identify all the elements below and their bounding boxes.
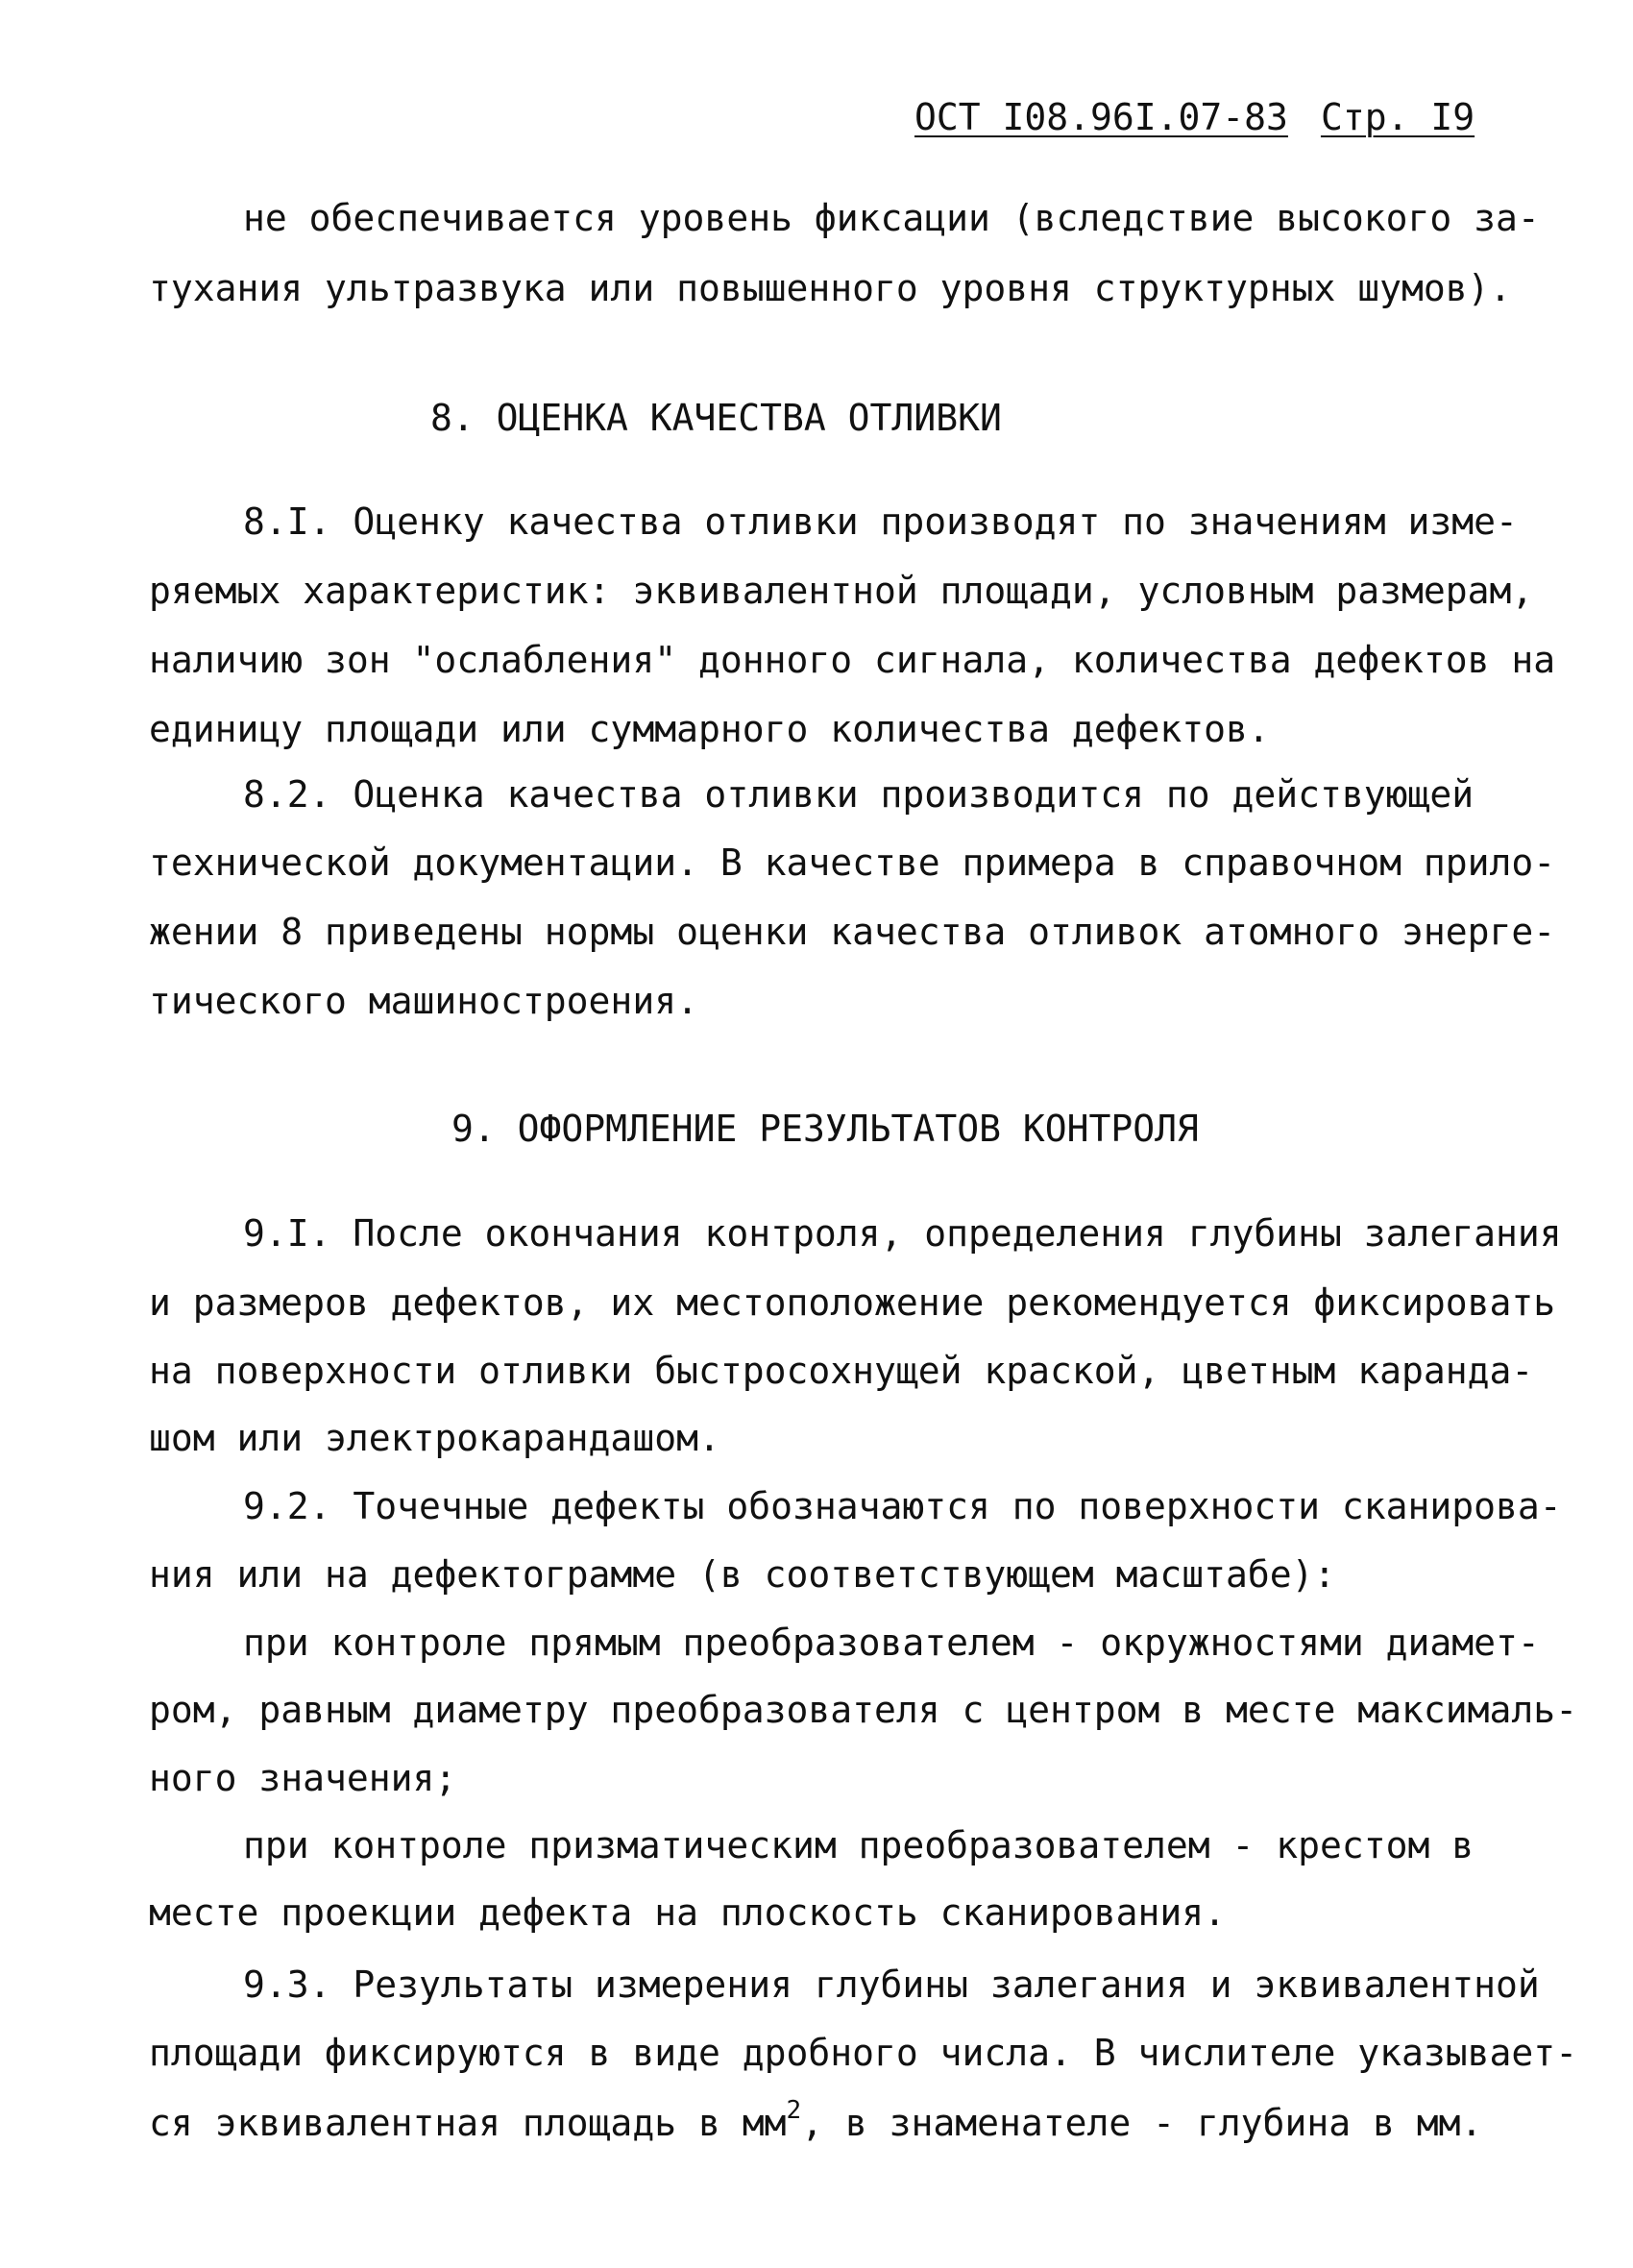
- superscript: 2: [786, 2096, 802, 2125]
- text-line: 9.2. Точечные дефекты обозначаются по поверхности сканирова-: [243, 1485, 1562, 1527]
- section-heading: 9. ОФОРМЛЕНИЕ РЕЗУЛЬТАТОВ КОНТРОЛЯ: [451, 1108, 1199, 1150]
- text-line: ного значения;: [149, 1757, 457, 1799]
- text-line: тического машиностроения.: [149, 980, 698, 1022]
- text-segment: , в знаменателе - глубина в мм.: [801, 2102, 1483, 2144]
- text-line: не обеспечивается уровень фиксации (вследствие высокого за-: [243, 197, 1540, 239]
- page-number: Стр. I9: [1320, 96, 1475, 138]
- text-line: площади фиксируются в виде дробного числа. В числителе указывает-: [149, 2032, 1578, 2074]
- text-line: при контроле прямым преобразователем - окружностями диамет-: [243, 1622, 1540, 1664]
- text-line: 8.I. Оценку качества отливки производят по значениям изме-: [243, 500, 1518, 543]
- text-line: на поверхности отливки быстросохнущей краской, цветным каранда-: [149, 1350, 1534, 1392]
- text-line: тухания ультразвука или повышенного уровня структурных шумов).: [149, 267, 1512, 309]
- text-line: единицу площади или суммарного количества дефектов.: [149, 708, 1270, 750]
- text-segment: ся эквивалентная площадь в мм: [149, 2102, 787, 2144]
- text-line: наличию зон "ослабления" донного сигнала, количества дефектов на: [149, 639, 1556, 681]
- text-line: технической документации. В качестве примера в справочном прило-: [149, 841, 1556, 884]
- text-line: ряемых характеристик: эквивалентной площади, условным размерам,: [149, 570, 1534, 612]
- text-line: 9.I. После окончания контроля, определения глубины залегания: [243, 1212, 1562, 1255]
- text-line: шом или электрокарандашом.: [149, 1417, 720, 1459]
- text-line: месте проекции дефекта на плоскость сканирования.: [149, 1891, 1227, 1934]
- text-line: 8.2. Оценка качества отливки производится по действующей: [243, 773, 1475, 816]
- text-line: и размеров дефектов, их местоположение рекомендуется фиксировать: [149, 1281, 1556, 1324]
- text-line-with-superscript: [149, 2096, 1483, 2144]
- text-line: ния или на дефектограмме (в соответствующем масштабе):: [149, 1553, 1336, 1596]
- text-line: жении 8 приведены нормы оценки качества отливок атомного энерге-: [149, 911, 1556, 953]
- section-heading: 8. ОЦЕНКА КАЧЕСТВА ОТЛИВКИ: [430, 397, 1002, 439]
- page-header: [914, 96, 1475, 138]
- text-line: 9.3. Результаты измерения глубины залегания и эквивалентной: [243, 1963, 1540, 2006]
- document-number: ОСТ I08.96I.07-83: [914, 96, 1288, 138]
- text-line: при контроле призматическим преобразователем - крестом в: [243, 1824, 1475, 1866]
- text-line: ром, равным диаметру преобразователя с центром в месте максималь-: [149, 1689, 1578, 1731]
